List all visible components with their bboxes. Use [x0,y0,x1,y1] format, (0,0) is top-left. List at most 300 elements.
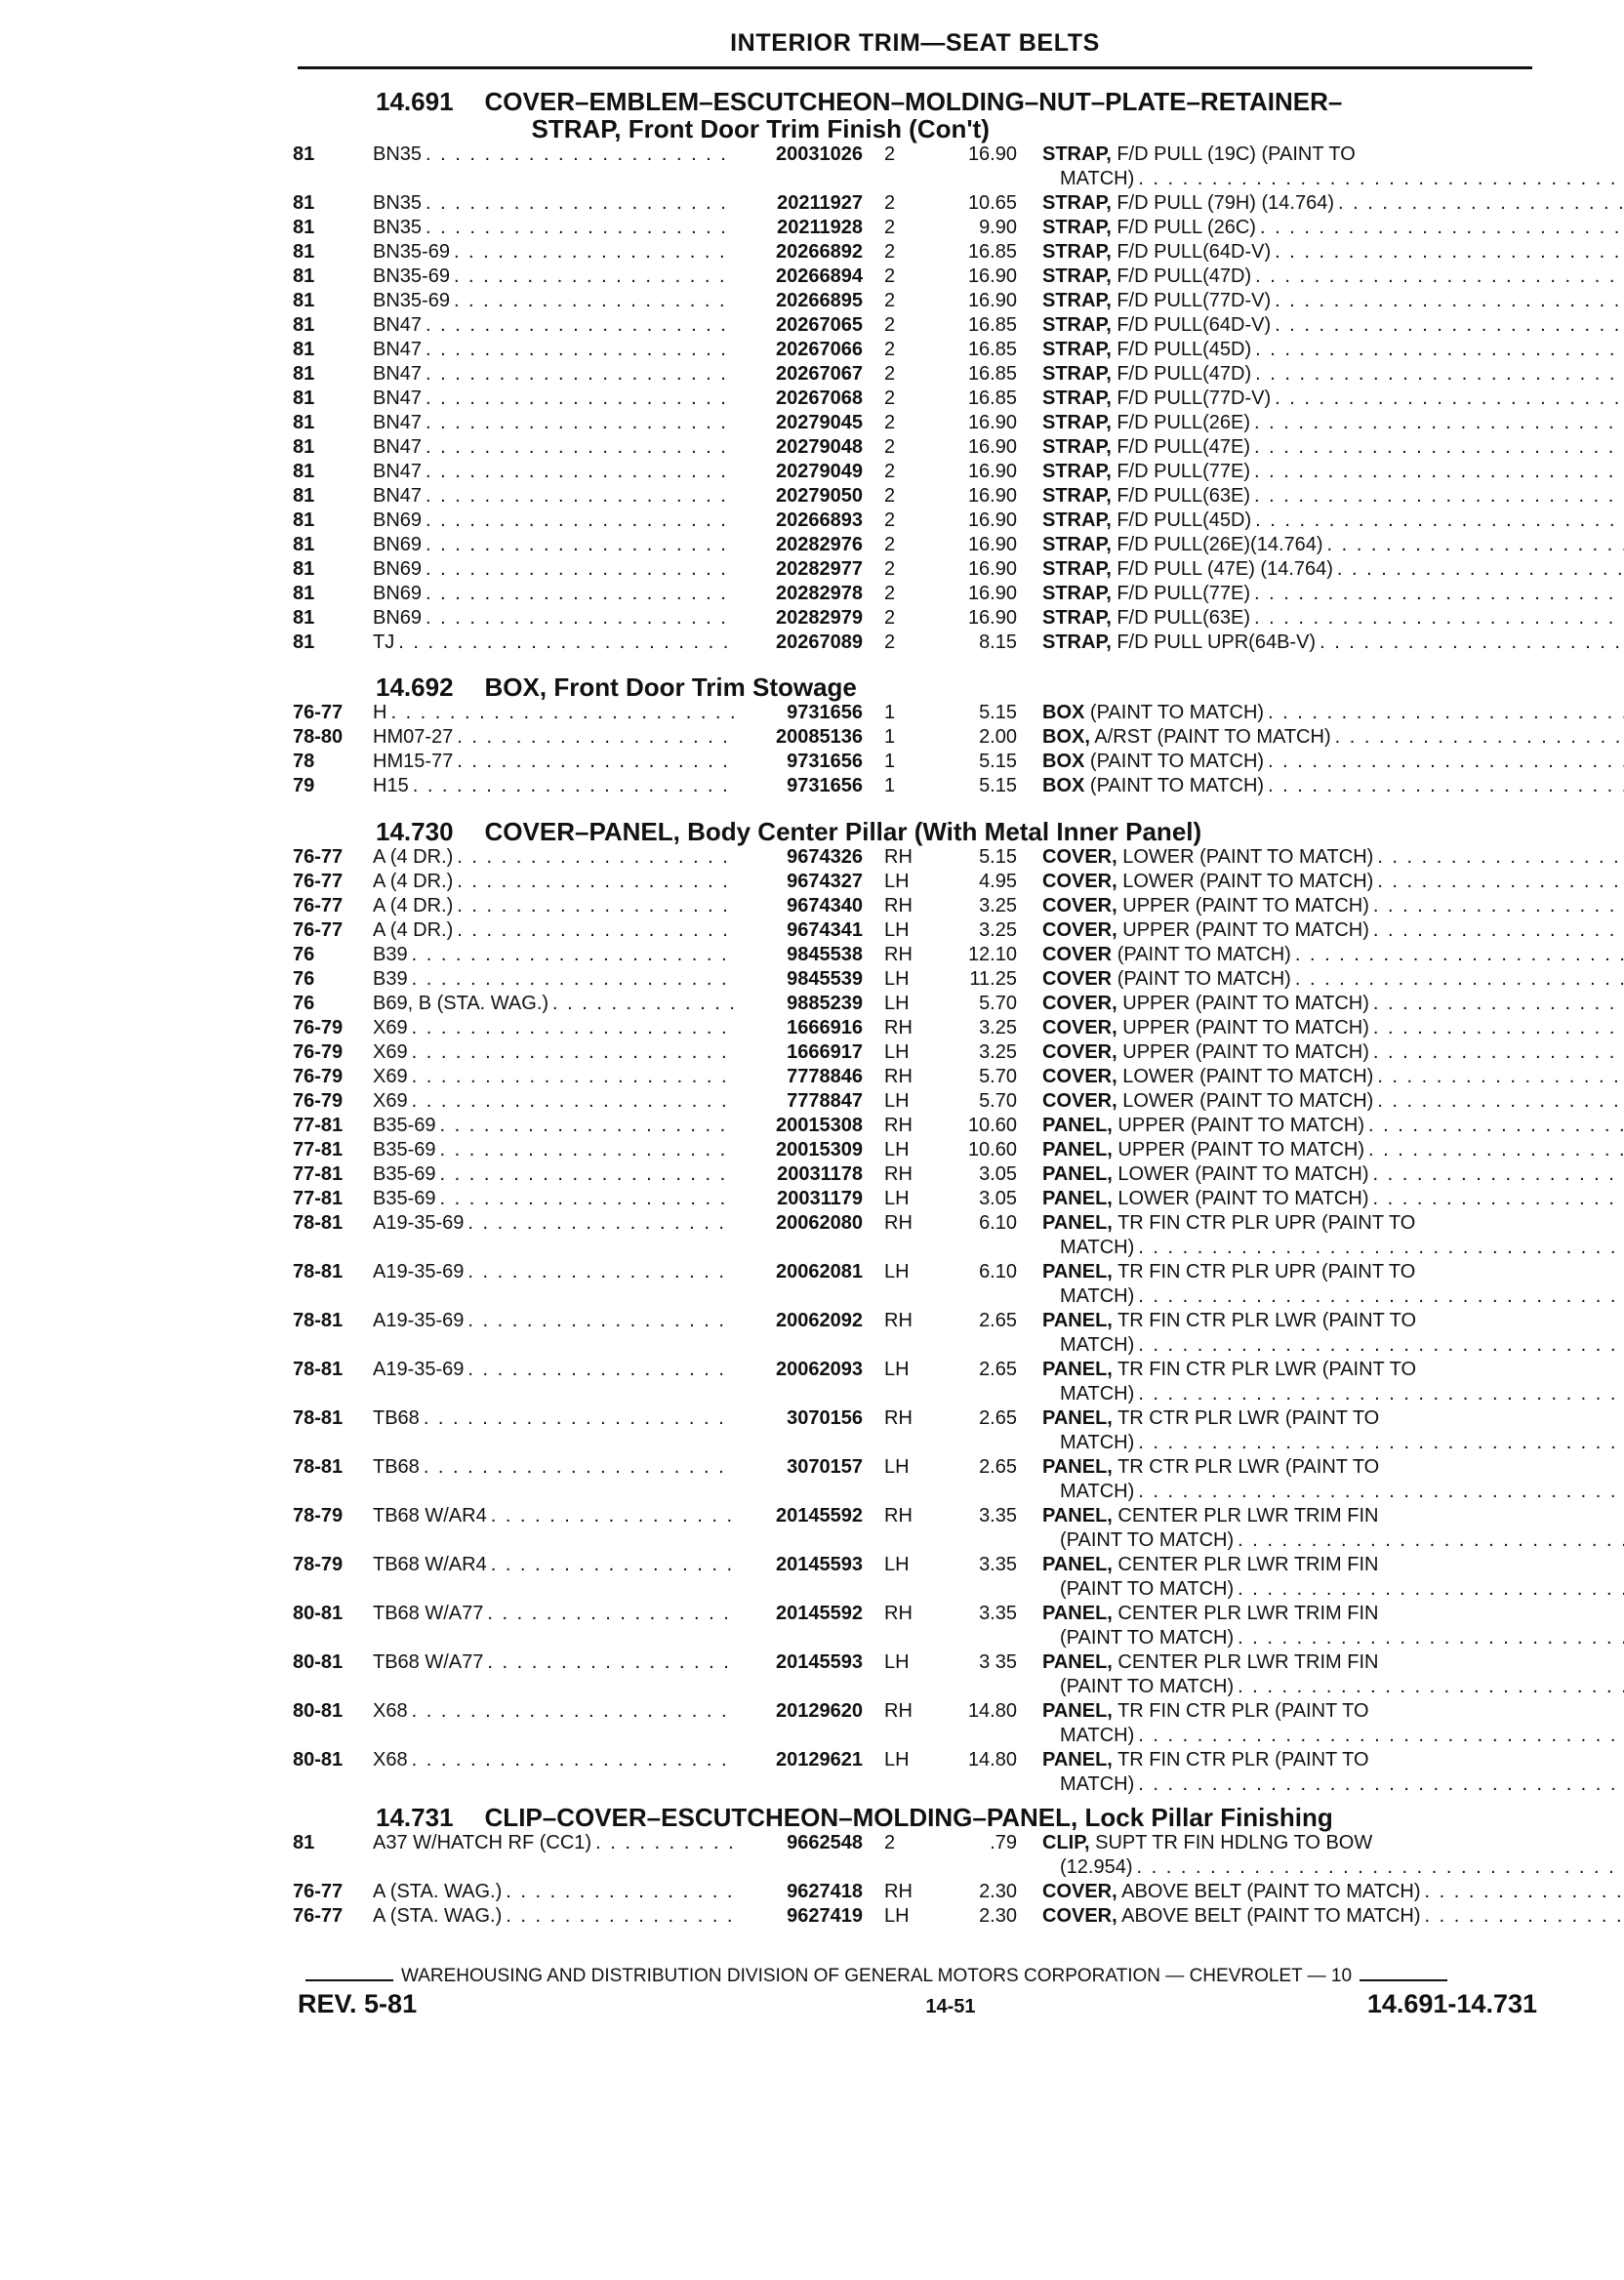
description-line [1042,1650,1624,1675]
section-14-691 [293,88,1532,655]
model-cell [373,142,734,191]
model-year: 81 [293,192,315,214]
description-noun: PANEL, [1042,1505,1113,1527]
description [1042,1748,1624,1797]
part-number: 20267089 [776,631,863,653]
part-number: 9674327 [787,871,863,892]
table-row [293,240,1532,265]
description-line [1042,894,1624,918]
description-line [1042,1187,1624,1211]
model-year: 80-81 [293,1749,344,1771]
leader-dots [394,631,734,655]
description-detail: MATCH) [1060,1432,1135,1453]
table-row [293,411,1532,435]
leader-dots [453,918,734,943]
quantity: LH [884,1261,910,1282]
part-number: 9731656 [787,775,863,796]
model-code: BN35 [373,192,423,214]
leader-dots [464,1260,734,1309]
description-noun: COVER, [1042,1066,1117,1087]
description [1042,1406,1624,1455]
table-row [293,1089,1532,1114]
part-number: 9627418 [787,1881,863,1902]
model-year: 78-81 [293,1261,344,1282]
table-row [293,725,1532,750]
part-number: 20266892 [776,241,863,263]
description-line [1042,1831,1624,1855]
description-text [1042,606,1250,631]
model-code: BN47 [373,436,423,458]
part-number: 20129621 [776,1749,863,1771]
description-noun: PANEL, [1042,1603,1113,1624]
description-noun: PANEL, [1042,1139,1113,1160]
leader-dots [1234,1577,1624,1602]
part-number: 20145593 [776,1554,863,1575]
table-row [293,191,1532,216]
model-code: BN69 [373,534,423,555]
quantity: 2 [884,1832,896,1853]
leader-dots [483,1650,734,1699]
section-title-line: COVER–PANEL, Body Center Pillar (With Metal Inner Panel) [484,817,1202,846]
page-number: 14-51 [925,1996,976,2017]
leader-dots [464,1358,734,1406]
description-noun: COVER, [1042,871,1117,892]
quantity: 2 [884,387,896,409]
description-text [1042,338,1251,362]
price: 4.95 [979,871,1017,892]
table-row [293,1406,1532,1455]
table-row [293,265,1532,289]
description [1042,1831,1624,1880]
description-line [1042,1577,1624,1602]
model-cell [373,1309,734,1358]
model-cell [373,265,734,289]
model-year: 81 [293,607,315,629]
model-cell [373,943,734,967]
description-text [1042,265,1251,289]
price: 16.90 [967,534,1017,555]
section-title-line: CLIP–COVER–ESCUTCHEON–MOLDING–PANEL, Lock Pillar Finishing [484,1803,1333,1832]
model-cell [373,725,734,750]
description [1042,1114,1624,1138]
table-row [293,774,1532,798]
description [1042,1455,1624,1504]
description-detail: F/D PULL(77E) [1116,461,1251,482]
part-number: 20015308 [776,1115,863,1136]
description-line [1042,1748,1624,1772]
model-cell [373,870,734,894]
description-line [1042,1504,1624,1528]
description-line [1042,1904,1624,1929]
table-row [293,1504,1532,1553]
description-line [1042,631,1624,655]
leader-dots [1250,484,1624,509]
description-text [1042,1162,1368,1187]
description [1042,216,1624,240]
description [1042,1187,1624,1211]
description-noun: STRAP, [1042,192,1112,214]
description-noun: STRAP, [1042,558,1112,580]
model-year: 78-80 [293,726,344,748]
leader-dots [436,1162,735,1187]
leader-dots [1368,1187,1624,1211]
leader-dots [408,1040,734,1065]
description-text [1042,1504,1378,1528]
description [1042,1089,1624,1114]
description-noun: BOX [1042,751,1085,772]
section-title [485,88,1532,142]
model-cell [373,1211,734,1260]
description-detail: CENTER PLR LWR TRIM FIN [1117,1505,1379,1527]
description-text [1042,845,1373,870]
description-detail: TR FIN CTR PLR LWR (PAINT TO [1117,1359,1417,1380]
model-year: 81 [293,363,315,385]
leader-dots [1134,1431,1624,1455]
description-text [1060,1480,1134,1504]
leader-dots [502,1880,734,1904]
description-detail: LOWER (PAINT TO MATCH) [1117,1163,1369,1185]
description-detail: F/D PULL UPR(64B-V) [1116,631,1317,653]
description-line [1042,701,1624,725]
description-detail: F/D PULL (26C) [1116,217,1256,238]
description-text [1042,1455,1379,1480]
model-cell [373,1699,734,1748]
description-detail: ABOVE BELT (PAINT TO MATCH) [1121,1905,1421,1927]
leader-dots [408,1748,734,1797]
part-number: 9885239 [787,993,863,1014]
description-detail: UPPER (PAINT TO MATCH) [1122,1041,1369,1063]
description-line [1042,1065,1624,1089]
price: 5.70 [979,1090,1017,1112]
description-noun: STRAP, [1042,461,1112,482]
leader-dots [408,943,734,967]
model-code: TB68 [373,1456,420,1478]
price: 3.25 [979,919,1017,941]
leader-dots [1373,1065,1624,1089]
part-number: 20085136 [776,726,863,748]
section-title-line: COVER–EMBLEM–ESCUTCHEON–MOLDING–NUT–PLATE–RETAINER– [484,87,1343,116]
description-detail: UPPER (PAINT TO MATCH) [1117,1115,1365,1136]
model-code: BN47 [373,363,423,385]
description-line [1042,509,1624,533]
description-noun: PANEL, [1042,1212,1113,1234]
model-year: 76-77 [293,846,344,868]
description-line [1042,1040,1624,1065]
description-detail: F/D PULL(64D-V) [1116,241,1272,263]
description-detail: (PAINT TO MATCH) [1060,1578,1235,1600]
table-row [293,1602,1532,1650]
description-text [1042,533,1323,557]
description-detail: (PAINT TO MATCH) [1116,968,1291,990]
description-noun: PANEL, [1042,1651,1113,1673]
leader-dots [408,1089,734,1114]
model-cell [373,387,734,411]
model-cell [373,1089,734,1114]
price: 16.85 [967,387,1017,409]
description [1042,918,1624,943]
model-year: 79 [293,775,315,796]
description-text [1060,167,1134,191]
section-14-730 [293,818,1532,1797]
description-line [1042,1284,1624,1309]
section-14-731 [293,1804,1532,1929]
model-cell [373,1504,734,1553]
part-number: 20031026 [776,143,863,165]
description [1042,460,1624,484]
description-text [1042,1602,1378,1626]
table-row [293,1880,1532,1904]
model-year: 76-77 [293,1905,344,1927]
description-detail: F/D PULL(77D-V) [1116,290,1272,311]
description [1042,1650,1624,1699]
description [1042,1904,1624,1929]
quantity: RH [884,846,913,868]
table-row [293,1455,1532,1504]
table-row [293,1138,1532,1162]
part-number: 20062093 [776,1359,863,1380]
model-year: 80-81 [293,1603,344,1624]
table-row [293,1553,1532,1602]
model-year: 76-77 [293,919,344,941]
model-code: X69 [373,1090,408,1112]
description-line [1042,240,1624,265]
table-row [293,1309,1532,1358]
quantity: 1 [884,702,896,723]
description [1042,1309,1624,1358]
price: 16.90 [967,265,1017,287]
part-number: 9627419 [787,1905,863,1927]
leader-dots [1291,967,1624,992]
price: .79 [990,1832,1017,1853]
model-year: 76-79 [293,1017,344,1038]
description-line [1042,167,1624,191]
price: 16.90 [967,290,1017,311]
description-text [1042,631,1316,655]
description [1042,725,1624,750]
model-code: BN47 [373,461,423,482]
description-text [1042,289,1271,313]
model-year: 76 [293,993,315,1014]
section-title [485,818,1532,845]
quantity: LH [884,1749,910,1771]
quantity: 2 [884,412,896,433]
description-text [1042,1187,1368,1211]
description [1042,1040,1624,1065]
price: 6.10 [979,1212,1017,1234]
description-detail: F/D PULL (19C) (PAINT TO [1116,143,1356,165]
model-year: 81 [293,314,315,336]
table-row [293,509,1532,533]
leader-dots [1369,918,1624,943]
model-year: 80-81 [293,1651,344,1673]
model-year: 78 [293,751,315,772]
description-line [1042,845,1624,870]
description-noun: STRAP, [1042,241,1112,263]
part-number: 20015309 [776,1139,863,1160]
description-line [1042,362,1624,387]
description-line [1042,1626,1624,1650]
header-rule [298,66,1532,69]
model-year: 76-77 [293,871,344,892]
model-cell [373,894,734,918]
description-text [1042,1089,1373,1114]
leader-dots [453,845,734,870]
price: 3 35 [979,1651,1017,1673]
description-noun: COVER, [1042,895,1117,916]
price: 16.85 [967,363,1017,385]
description-detail: LOWER (PAINT TO MATCH) [1122,1090,1374,1112]
leader-dots [1333,557,1624,582]
description [1042,1553,1624,1602]
part-number: 9674340 [787,895,863,916]
description-detail: F/D PULL(26E) [1116,412,1251,433]
table-row [293,918,1532,943]
price: 16.90 [967,607,1017,629]
leader-dots [1250,582,1624,606]
description [1042,557,1624,582]
part-number: 20279045 [776,412,863,433]
description-line [1042,1455,1624,1480]
quantity: LH [884,1359,910,1380]
description-line [1042,967,1624,992]
part-number: 20279050 [776,485,863,507]
leader-dots [422,460,734,484]
description-text [1042,1016,1369,1040]
description [1042,362,1624,387]
quantity: LH [884,919,910,941]
model-code: BN69 [373,607,423,629]
leader-dots [1134,1480,1624,1504]
model-code: A19-35-69 [373,1212,465,1234]
description-detail: MATCH) [1060,1285,1135,1307]
description-detail: ABOVE BELT (PAINT TO MATCH) [1121,1881,1421,1902]
table-row [293,362,1532,387]
table-row [293,1358,1532,1406]
model-code: A19-35-69 [373,1261,465,1282]
description-noun: STRAP, [1042,339,1112,360]
model-code: TB68 W/A77 [373,1651,484,1673]
description-text [1060,1626,1234,1650]
model-code: B35-69 [373,1139,436,1160]
description-detail: (PAINT TO MATCH) [1116,944,1291,965]
description-detail: F/D PULL(47D) [1116,265,1252,287]
part-number: 9845539 [787,968,863,990]
description-text [1042,1831,1372,1855]
part-number: 9674326 [787,846,863,868]
leader-dots [408,1016,734,1040]
leader-dots [1134,167,1624,191]
model-code: A (4 DR.) [373,871,454,892]
leader-dots [1134,1236,1624,1260]
leader-dots [1250,606,1624,631]
model-year: 81 [293,583,315,604]
model-cell [373,1138,734,1162]
description-detail: TR CTR PLR LWR (PAINT TO [1117,1456,1380,1478]
description-text [1042,1358,1416,1382]
description-text [1042,1065,1373,1089]
part-number: 20266895 [776,290,863,311]
description-noun: STRAP, [1042,387,1112,409]
quantity: 2 [884,607,896,629]
price: 16.85 [967,339,1017,360]
description-line [1042,1406,1624,1431]
price: 5.15 [979,846,1017,868]
quantity: LH [884,1188,910,1209]
price: 3.35 [979,1505,1017,1527]
part-number: 20062080 [776,1212,863,1234]
model-cell [373,435,734,460]
description-line [1042,582,1624,606]
price: 3.35 [979,1554,1017,1575]
description-noun: COVER, [1042,1881,1117,1902]
model-cell [373,582,734,606]
description [1042,509,1624,533]
leader-dots [1369,1040,1624,1065]
model-year: 77-81 [293,1139,344,1160]
leader-dots [422,191,734,216]
leader-dots [422,435,734,460]
model-code: B39 [373,968,408,990]
description-detail: F/D PULL (47E) (14.764) [1116,558,1333,580]
model-code: B69, B (STA. WAG.) [373,993,549,1014]
description-detail: (PAINT TO MATCH) [1089,775,1265,796]
model-cell [373,1260,734,1309]
quantity: LH [884,1090,910,1112]
quantity: 2 [884,314,896,336]
part-number: 20279048 [776,436,863,458]
leader-dots [1271,387,1624,411]
model-year: 78-81 [293,1359,344,1380]
description [1042,142,1624,191]
leader-dots [1291,943,1624,967]
model-year: 76 [293,944,315,965]
description-detail: (PAINT TO MATCH) [1060,1627,1235,1649]
description-noun: STRAP, [1042,509,1112,531]
leader-dots [420,1455,734,1504]
price: 3.35 [979,1603,1017,1624]
part-number: 20145592 [776,1505,863,1527]
model-code: X69 [373,1066,408,1087]
model-code: TB68 W/AR4 [373,1505,487,1527]
description-detail: F/D PULL (79H) (14.764) [1116,192,1335,214]
leader-dots [1250,411,1624,435]
description-text [1042,894,1369,918]
quantity: RH [884,1017,913,1038]
description-text [1042,142,1356,167]
description-text [1060,1431,1134,1455]
model-year: 80-81 [293,1700,344,1722]
model-cell [373,1065,734,1089]
part-number: 20031178 [777,1163,863,1185]
description-detail: F/D PULL(26E)(14.764) [1116,534,1323,555]
leader-dots [1133,1855,1624,1880]
description-text [1042,411,1250,435]
table-row [293,533,1532,557]
table-row [293,1016,1532,1040]
leader-dots [1421,1904,1624,1929]
part-number: 20031179 [777,1188,863,1209]
description-noun: COVER, [1042,846,1117,868]
part-number: 1666917 [787,1041,863,1063]
description-text [1042,1114,1364,1138]
table-row [293,894,1532,918]
price: 2.65 [979,1310,1017,1331]
description-line [1042,725,1624,750]
description-line [1042,992,1624,1016]
description [1042,631,1624,655]
description-line [1042,338,1624,362]
model-code: TB68 W/AR4 [373,1554,487,1575]
